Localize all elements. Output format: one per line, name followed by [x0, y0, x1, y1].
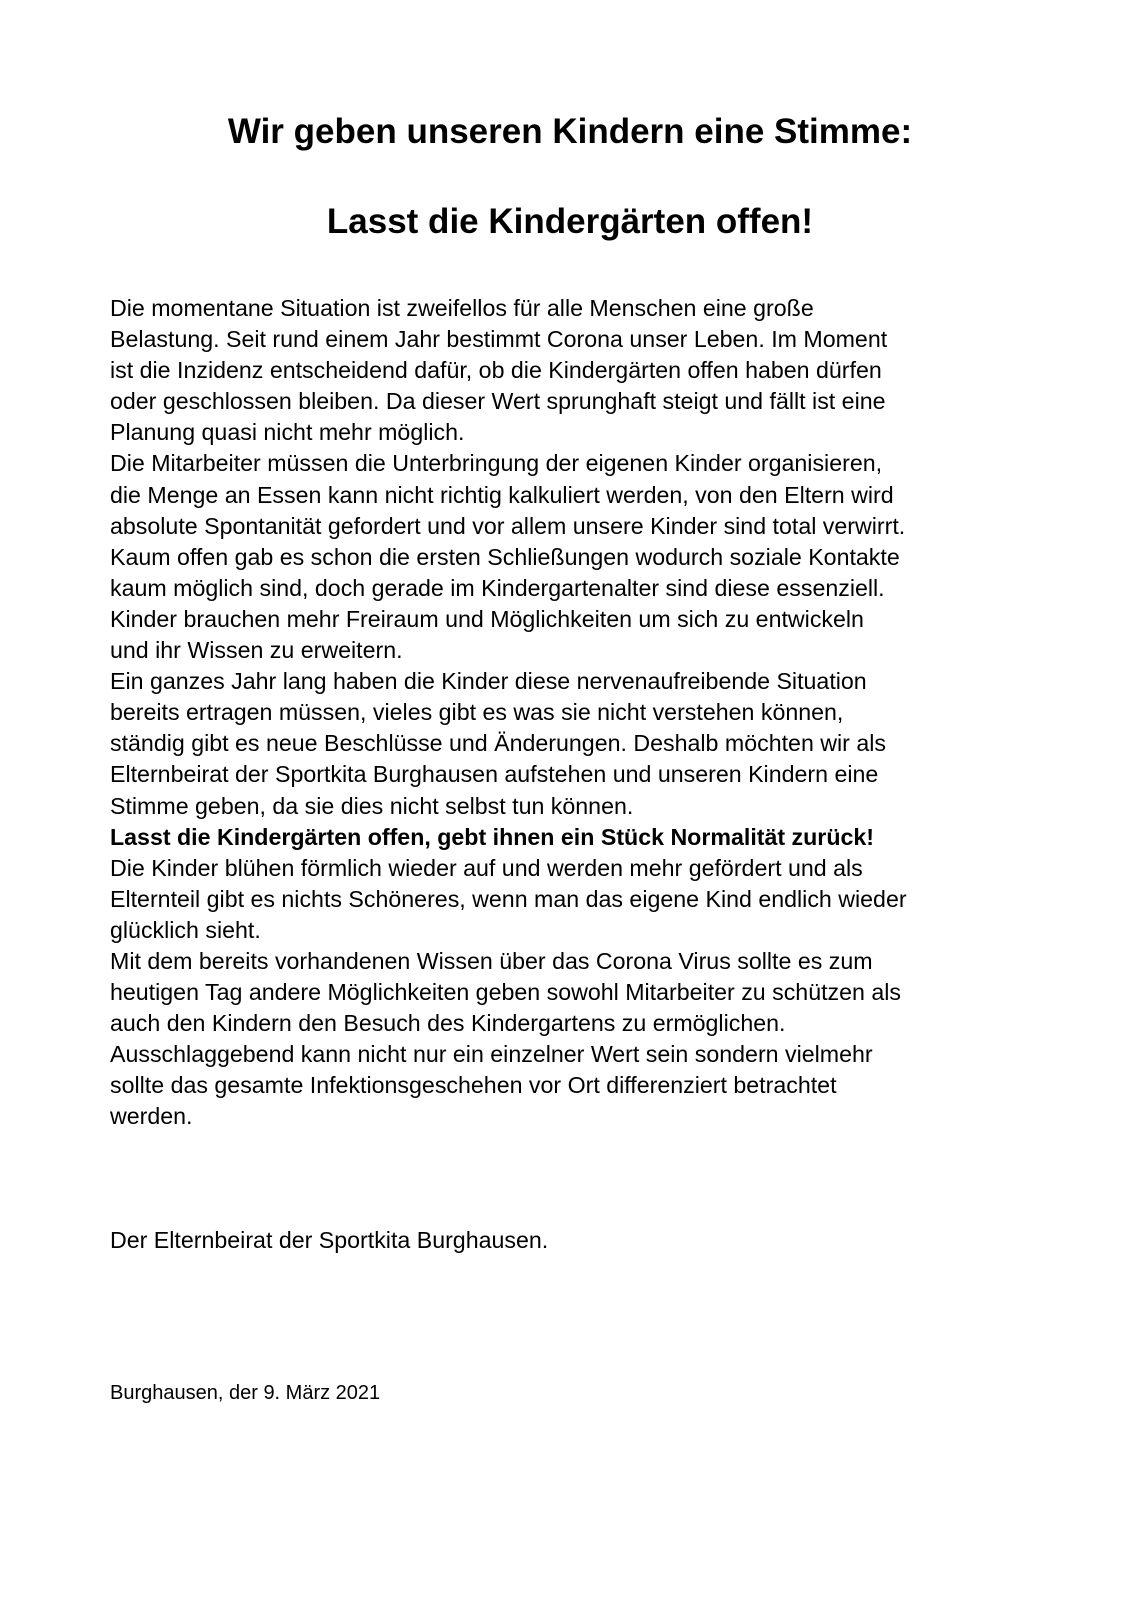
body-line: werden. [110, 1103, 193, 1130]
body-line: Die Mitarbeiter müssen die Unterbringung der eigenen Kinder organisieren, [110, 450, 883, 477]
body-line: kaum möglich sind, doch gerade im Kindergartenalter sind diese essenziell. [110, 574, 885, 601]
body-line: Kinder brauchen mehr Freiraum und Möglichkeiten um sich zu entwickeln [110, 605, 864, 632]
body-line: Kaum offen gab es schon die ersten Schließungen wodurch soziale Kontakte [110, 543, 900, 570]
body-line: Ein ganzes Jahr lang haben die Kinder diese nervenaufreibende Situation [110, 668, 867, 695]
place-date-line: Burghausen, der 9. März 2021 [110, 1382, 381, 1404]
body-line: oder geschlossen bleiben. Da dieser Wert sprunghaft steigt und fällt ist eine [110, 388, 886, 415]
letter-body [110, 293, 1040, 1133]
body-line: Mit dem bereits vorhandenen Wissen über das Corona Virus sollte es zum [110, 947, 873, 974]
body-line: heutigen Tag andere Möglichkeiten geben sowohl Mitarbeiter zu schützen als [110, 979, 902, 1006]
body-line: Belastung. Seit rund einem Jahr bestimmt Corona unser Leben. Im Moment [110, 326, 888, 353]
body-line: auch den Kindern den Besuch des Kindergartens zu ermöglichen. [110, 1010, 786, 1037]
body-line: ständig gibt es neue Beschlüsse und Änderungen. Deshalb möchten wir als [110, 730, 886, 757]
body-line: die Menge an Essen kann nicht richtig kalkuliert werden, von den Eltern wird [110, 481, 894, 508]
body-line: Elternbeirat der Sportkita Burghausen aufstehen und unseren Kindern eine [110, 761, 879, 788]
body-line: ist die Inzidenz entscheidend dafür, ob die Kindergärten offen haben dürfen [110, 357, 882, 384]
body-line: sollte das gesamte Infektionsgeschehen vor Ort differenziert betrachtet [110, 1072, 837, 1099]
body-line: Stimme geben, da sie dies nicht selbst tun können. [110, 792, 634, 819]
emphasis-line: Lasst die Kindergärten offen, gebt ihnen ein Stück Normalität zurück! [110, 823, 875, 850]
body-line: Planung quasi nicht mehr möglich. [110, 419, 465, 446]
body-line: glücklich sieht. [110, 916, 261, 943]
body-line: Elternteil gibt es nichts Schöneres, wenn man das eigene Kind endlich wieder [110, 885, 907, 912]
body-line: Die Kinder blühen förmlich wieder auf und werden mehr gefördert und als [110, 854, 863, 881]
document-subtitle: Lasst die Kindergärten offen! [326, 202, 814, 241]
body-line: und ihr Wissen zu erweitern. [110, 637, 403, 664]
signature-line: Der Elternbeirat der Sportkita Burghausen. [110, 1227, 549, 1253]
body-line: Ausschlaggebend kann nicht nur ein einzelner Wert sein sondern vielmehr [110, 1041, 873, 1068]
body-line: Die momentane Situation ist zweifellos für alle Menschen eine große [110, 295, 814, 321]
body-line: absolute Spontanität gefordert und vor allem unsere Kinder sind total verwirrt. [110, 512, 906, 539]
document-title: Wir geben unseren Kindern eine Stimme: [227, 112, 913, 151]
body-line: bereits ertragen müssen, vieles gibt es was sie nicht verstehen können, [110, 699, 844, 726]
